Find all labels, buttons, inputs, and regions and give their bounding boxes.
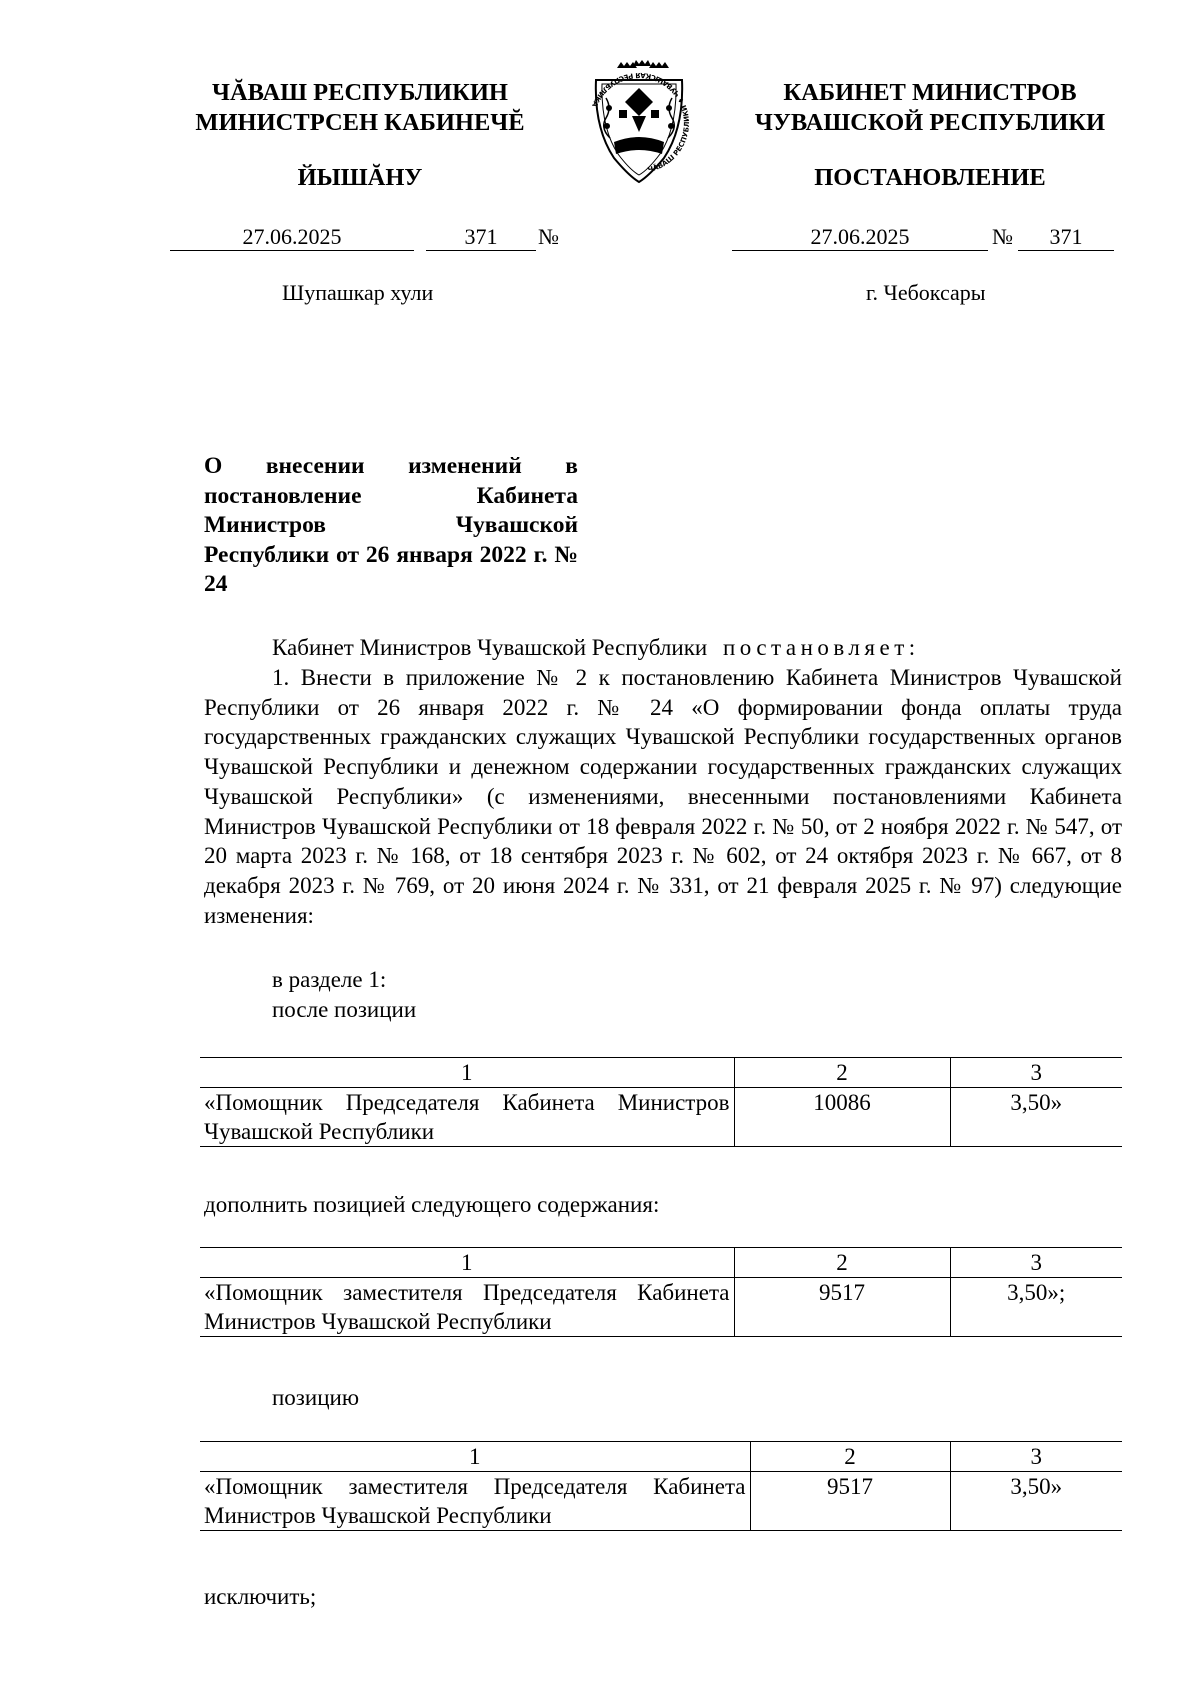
document-title: О внесении изменений в постановление Кабинета Министров Чувашской Республики от 26 января 2022 г. № 24 [204,453,578,597]
coefficient-cell: 3,50»; [950,1278,1122,1337]
doctype-right: ПОСТАНОВЛЕНИЕ [814,164,1046,191]
right-number: 371 [1018,224,1114,251]
position-name-cell: «Помощник заместителя Председателя Кабинета Министров Чувашской Республики [200,1278,734,1337]
position-table-2 [200,1247,1122,1337]
emblem-ring-text: ЧĂВАШ РЕСПУБЛИКИ ♦ ЧУВАШСКАЯ РЕСПУБЛИКА [590,70,692,175]
coat-of-arms-emblem [574,58,704,188]
header-right-line2: ЧУВАШСКОЙ РЕСПУБЛИКИ [754,109,1106,136]
table-row [200,1472,1122,1531]
table-header-row [200,1442,1122,1472]
right-date: 27.06.2025 [732,224,988,251]
left-city: Шупашкар хули [282,280,434,305]
coefficient-cell: 3,50» [950,1088,1122,1147]
supplement-line: дополнить позицией следующего содержания: [204,1192,660,1217]
section-line: в разделе 1: [272,967,387,992]
doctype-left: ЙЫШĂНУ [297,164,423,191]
position-name-cell: «Помощник заместителя Председателя Кабинета Министров Чувашской Республики [200,1472,750,1531]
intro-line [272,633,1122,663]
table-header-cell: 3 [950,1248,1122,1278]
header-right-line1: КАБИНЕТ МИНИСТРОВ [783,79,1077,106]
position-table-3 [200,1441,1122,1531]
intro-verb: постановляет: [722,635,920,660]
table-header-cell: 2 [734,1058,950,1088]
coat-of-arms-icon [574,58,704,188]
left-no-sign: № [538,224,559,249]
position-table-1 [200,1057,1122,1147]
table-header-cell: 2 [750,1442,950,1472]
table-header-cell: 1 [200,1442,750,1472]
table-row [200,1278,1122,1337]
position-name-cell: «Помощник Председателя Кабинета Министров Чувашской Республики [200,1088,734,1147]
table-header-row [200,1058,1122,1088]
table-header-cell: 2 [734,1248,950,1278]
header-right [720,78,1140,138]
coefficient-cell: 3,50» [950,1472,1122,1531]
header-left [160,78,560,138]
right-no-sign: № [992,224,1013,249]
salary-cell: 9517 [750,1472,950,1531]
table-header-row [200,1248,1122,1278]
paragraph-1: 1. Внести в приложение № 2 к постановлению Кабинета Министров Чувашской Республики от 26 января 2022 г. № 24 «О формировании фонда оплаты труда государственных гражданских служащих Чувашской Республики государственных органов Чувашской Республики и денежном содержании государственных гражданских служащих Чувашской Республики» (с изменениями, внесенными постановлениями Кабинета Министров Чувашской Республики от 18 февраля 2022 г. № 50, от 2 ноября 2022 г. № 547, от 20 марта 2023 г. № 168, от 18 сентября 2023 г. № 602, от 24 октября 2023 г. № 667, от 8 декабря 2023 г. № 769, от 20 июня 2024 г. № 331, от 21 февраля 2025 г. № 97) следующие изменения: [204,665,1122,928]
left-number: 371 [426,224,536,251]
table-header-cell: 1 [200,1058,734,1088]
position-word-line: позицию [272,1385,360,1410]
after-position-line: после позиции [272,997,417,1022]
table-header-cell: 3 [950,1058,1122,1088]
table-header-cell: 1 [200,1248,734,1278]
salary-cell: 10086 [734,1088,950,1147]
table-header-cell: 3 [950,1442,1122,1472]
right-city: г. Чебоксары [866,280,986,305]
salary-cell: 9517 [734,1278,950,1337]
header-left-line1: ЧĂВАШ РЕСПУБЛИКИН [211,79,508,106]
header-left-line2: МИНИСТРСЕН КАБИНЕЧĔ [195,109,525,136]
table-row [200,1088,1122,1147]
left-date: 27.06.2025 [170,224,414,251]
exclude-line: исключить; [204,1584,317,1609]
intro-main: Кабинет Министров Чувашской Республики [272,635,708,660]
